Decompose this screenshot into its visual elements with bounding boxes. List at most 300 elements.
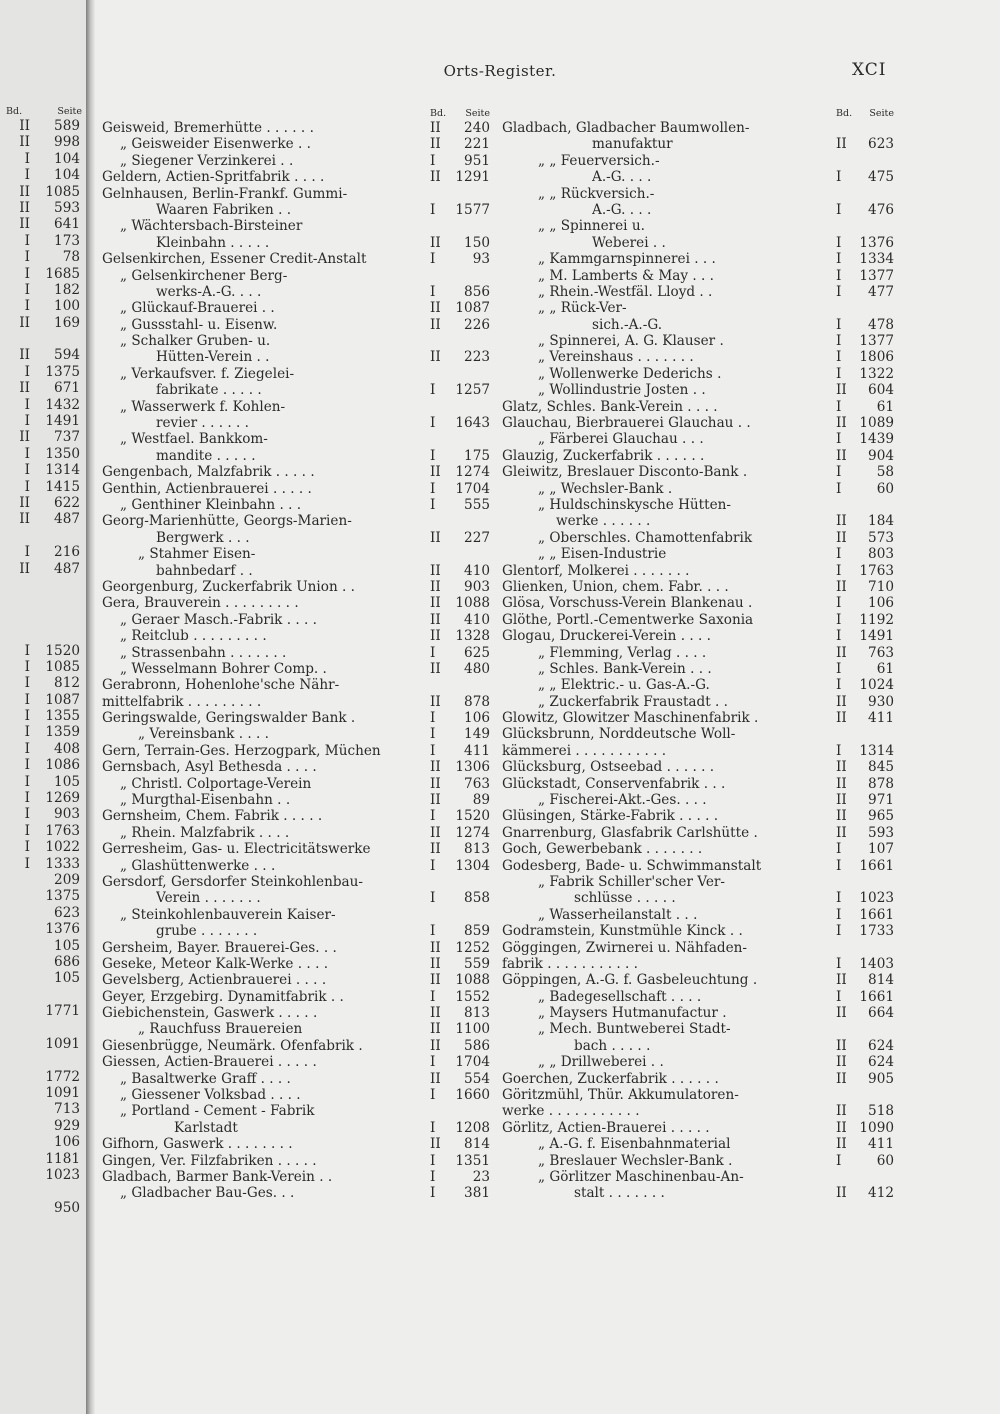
index-entry: [102, 284, 490, 300]
index-entry: [502, 907, 894, 923]
index-entry: [102, 726, 490, 742]
fragment-page: 903: [54, 806, 80, 823]
fragment-line: [0, 397, 84, 413]
fragment-line: [0, 266, 84, 282]
entry-volume: I: [430, 1185, 436, 1202]
fragment-volume: I: [24, 658, 30, 675]
entry-volume: II: [836, 1037, 847, 1054]
entry-text: „ Giessener Volksbad . . . .: [120, 1087, 301, 1104]
fragment-volume: II: [19, 560, 30, 577]
fragment-line: [0, 184, 84, 200]
entry-text: „ Wächtersbach-Birsteiner: [120, 218, 303, 235]
fragment-page: 950: [54, 1199, 80, 1216]
fragment-line: [0, 1052, 84, 1068]
index-entry: [502, 1005, 894, 1021]
entry-page: 480: [464, 660, 490, 677]
entry-page: 1577: [455, 201, 490, 218]
fragment-volume: I: [24, 822, 30, 839]
index-entry: [502, 235, 894, 251]
fragment-line: [0, 806, 84, 822]
entry-text: Godramstein, Kunstmühle Kinck . .: [502, 923, 743, 940]
index-entry: [102, 1087, 490, 1103]
entry-page: 1089: [859, 415, 894, 432]
fragment-line: [0, 774, 84, 790]
entry-text: Godesberg, Bade- u. Schwimmanstalt: [502, 857, 762, 874]
entry-text: „ Fabrik Schiller'scher Ver-: [538, 873, 725, 890]
entry-volume: II: [430, 595, 441, 612]
index-entry: [102, 710, 490, 726]
entry-text: fabrik . . . . . . . . . . .: [502, 955, 638, 972]
entry-text: Gera, Brauverein . . . . . . . . .: [102, 595, 299, 612]
entry-volume: II: [836, 792, 847, 809]
fragment-page: 1091: [45, 1035, 80, 1052]
index-entry: [502, 612, 894, 628]
fragment-line: [0, 151, 84, 167]
entry-page: 859: [464, 923, 490, 940]
entry-page: 1322: [859, 365, 894, 382]
fragment-volume: I: [24, 281, 30, 298]
index-column-left: [102, 104, 490, 1202]
entry-page: 1439: [859, 431, 894, 448]
index-entry: [502, 923, 894, 939]
entry-volume: I: [836, 628, 842, 645]
entry-text: werke . . . . . .: [556, 513, 651, 530]
fragment-line: [0, 249, 84, 265]
index-entry: [502, 743, 894, 759]
entry-page: 1552: [455, 988, 490, 1005]
entry-text: „ Vereinshaus . . . . . . .: [538, 349, 694, 366]
index-entry: [502, 645, 894, 661]
entry-page: 1252: [455, 939, 490, 956]
fragment-line: [0, 659, 84, 675]
entry-text: Görlitz, Actien-Brauerei . . . . .: [502, 1119, 710, 1136]
entry-page: 1377: [859, 333, 894, 350]
entry-volume: II: [836, 1070, 847, 1087]
entry-text: Gingen, Ver. Filzfabriken . . . . .: [102, 1152, 317, 1169]
fragment-line: [0, 511, 84, 527]
fragment-line: [0, 741, 84, 757]
index-entry: [102, 481, 490, 497]
entry-text: Gleiwitz, Breslauer Disconto-Bank .: [502, 464, 748, 481]
fragment-page: 1023: [45, 1167, 80, 1183]
index-entry: [502, 1185, 894, 1201]
fragment-line: [0, 1003, 84, 1019]
fragment-page: 1772: [45, 1068, 80, 1085]
entry-page: 61: [876, 660, 894, 677]
entry-text: „ Geraer Masch.-Fabrik . . . .: [120, 611, 317, 628]
index-entry: [102, 1021, 490, 1037]
entry-volume: II: [836, 759, 847, 776]
entry-text: „ Rhein. Malzfabrik . . . .: [120, 824, 290, 841]
entry-page: 710: [868, 578, 894, 595]
index-entry: [102, 136, 490, 152]
entry-text: „ Gelsenkirchener Berg-: [120, 267, 288, 284]
index-entry: [502, 579, 894, 595]
fragment-page: 1333: [45, 855, 80, 872]
entry-volume: II: [430, 120, 441, 136]
entry-text: „ Huldschinskysche Hütten-: [538, 496, 732, 513]
column-header-bd: Bd.: [836, 108, 853, 119]
entry-text: mandite . . . . .: [156, 447, 256, 464]
entry-text: Gevelsberg, Actienbrauerei . . . .: [102, 972, 327, 989]
entry-volume: I: [430, 710, 436, 727]
fragment-line: [0, 462, 84, 478]
entry-text: „ Verkaufsver. f. Ziegelei-: [120, 365, 295, 382]
entry-volume: I: [430, 1152, 436, 1169]
entry-volume: II: [430, 300, 441, 317]
fragment-line: [0, 970, 84, 986]
entry-text: grube . . . . . . .: [156, 923, 258, 940]
entry-text: Gifhorn, Gaswerk . . . . . . . .: [102, 1136, 293, 1153]
index-entry: [102, 776, 490, 792]
entry-text: Glösa, Vorschuss-Verein Blankenau .: [502, 595, 753, 612]
fragment-page: 216: [54, 544, 80, 561]
entry-volume: I: [836, 923, 842, 940]
entry-text: „ Murgthal-Eisenbahn . .: [120, 792, 291, 809]
entry-volume: I: [430, 480, 436, 497]
fragment-page: 104: [54, 167, 80, 184]
entry-page: 624: [868, 1037, 894, 1054]
entry-page: 763: [464, 775, 490, 792]
column-header: [502, 104, 894, 120]
index-entry: [502, 677, 894, 693]
entry-page: 814: [464, 1136, 490, 1153]
index-entry: [502, 1087, 894, 1103]
entry-text: Geyer, Erzgebirg. Dynamitfabrik . .: [102, 988, 344, 1005]
index-entry: [502, 497, 894, 513]
index-entry: [502, 202, 894, 218]
entry-volume: II: [836, 382, 847, 399]
index-entry: [102, 645, 490, 661]
index-entry: [102, 628, 490, 644]
fragment-line: [0, 708, 84, 724]
index-entry: [502, 464, 894, 480]
entry-page: 149: [464, 726, 490, 743]
entry-text: „ „ Wechsler-Bank .: [538, 480, 673, 497]
entry-text: Geisweid, Bremerhütte . . . . . .: [102, 120, 314, 136]
fragment-line: [0, 429, 84, 445]
fragment-line: [0, 167, 84, 183]
entry-page: 1023: [859, 890, 894, 907]
fragment-page: 713: [54, 1101, 80, 1118]
entry-page: 1661: [859, 988, 894, 1005]
entry-volume: II: [836, 972, 847, 989]
entry-text: Gersheim, Bayer. Brauerei-Ges. . .: [102, 939, 337, 956]
fragment-line: [0, 1134, 84, 1150]
index-entry: [102, 595, 490, 611]
fragment-page: 1415: [45, 478, 80, 495]
entry-page: 856: [464, 283, 490, 300]
fragment-page: 1269: [45, 790, 80, 807]
index-entry: [102, 186, 490, 202]
fragment-volume: I: [24, 675, 30, 692]
fragment-volume: II: [19, 429, 30, 446]
entry-text: „ „ Rückversich.-: [538, 185, 655, 202]
entry-text: „ Vereinsbank . . . .: [138, 726, 269, 743]
entry-text: Gengenbach, Malzfabrik . . . . .: [102, 464, 315, 481]
entry-text: Glüsingen, Stärke-Fabrik . . . . .: [502, 808, 719, 825]
entry-page: 381: [464, 1185, 490, 1202]
fragment-line: [0, 610, 84, 626]
entry-volume: I: [836, 742, 842, 759]
fragment-page: 1432: [45, 396, 80, 413]
entry-page: 410: [464, 562, 490, 579]
entry-volume: II: [836, 136, 847, 153]
entry-volume: II: [430, 628, 441, 645]
entry-volume: I: [836, 234, 842, 251]
index-entry: [502, 595, 894, 611]
entry-text: „ M. Lamberts & May . . .: [538, 267, 715, 284]
index-entry: [502, 415, 894, 431]
entry-text: Gernsheim, Chem. Fabrik . . . . .: [102, 808, 323, 825]
entry-page: 813: [464, 1005, 490, 1022]
index-entry: [102, 349, 490, 365]
index-entry: [502, 874, 894, 890]
index-entry: [502, 972, 894, 988]
entry-volume: I: [430, 742, 436, 759]
entry-page: 593: [868, 824, 894, 841]
entry-page: 1024: [859, 677, 894, 694]
fragment-volume: I: [24, 249, 30, 266]
entry-page: 814: [868, 972, 894, 989]
fragment-page: 589: [54, 118, 80, 134]
index-entry: [102, 268, 490, 284]
entry-volume: II: [836, 1005, 847, 1022]
fragment-page: 1355: [45, 708, 80, 725]
entry-text: Waaren Fabriken . .: [156, 201, 292, 218]
index-entry: [102, 1136, 490, 1152]
index-entry: [102, 1005, 490, 1021]
fragment-page: 78: [62, 249, 80, 266]
entry-volume: II: [836, 1103, 847, 1120]
entry-page: 664: [868, 1005, 894, 1022]
entry-page: 586: [464, 1037, 490, 1054]
fragment-line: [0, 118, 84, 134]
entry-text: manufaktur: [592, 136, 673, 153]
index-entry: [102, 153, 490, 169]
index-entry: [502, 808, 894, 824]
entry-text: stalt . . . . . . .: [574, 1185, 665, 1202]
fragment-line: [0, 1019, 84, 1035]
entry-text: revier . . . . . .: [156, 415, 249, 432]
entry-text: Göritzmühl, Thür. Akkumulatoren-: [502, 1087, 739, 1104]
entry-page: 107: [868, 841, 894, 858]
index-entry: [102, 300, 490, 316]
fragment-page: 408: [54, 740, 80, 757]
index-entry: [502, 333, 894, 349]
entry-volume: I: [836, 480, 842, 497]
entry-page: 221: [464, 136, 490, 153]
fragment-page: 487: [54, 511, 80, 528]
entry-volume: II: [430, 1136, 441, 1153]
entry-text: „ Mech. Buntweberei Stadt-: [538, 1021, 731, 1038]
entry-page: 411: [868, 1136, 894, 1153]
entry-volume: I: [430, 808, 436, 825]
fragment-volume: II: [19, 380, 30, 397]
index-entry: [502, 563, 894, 579]
entry-text: Glowitz, Glowitzer Maschinenfabrik .: [502, 710, 759, 727]
entry-page: 106: [868, 595, 894, 612]
fragment-line: [0, 315, 84, 331]
entry-text: „ Gladbacher Bau-Ges. . .: [120, 1185, 295, 1202]
entry-text: „ Oberschles. Chamottenfabrik: [538, 529, 753, 546]
fragment-page: 1085: [45, 658, 80, 675]
entry-volume: II: [430, 578, 441, 595]
entry-text: „ Portland - Cement - Fabrik: [120, 1103, 315, 1120]
entry-text: bahnbedarf . .: [156, 562, 253, 579]
entry-page: 518: [868, 1103, 894, 1120]
entry-text: A.-G. . . .: [592, 201, 652, 218]
fragment-page: 1520: [45, 642, 80, 659]
entry-text: „ „ Elektric.- u. Gas-A.-G.: [538, 677, 710, 694]
index-entry: [102, 382, 490, 398]
entry-text: „ Färberei Glauchau . . .: [538, 431, 704, 448]
index-entry: [502, 186, 894, 202]
fragment-line: [0, 479, 84, 495]
index-entry: [102, 972, 490, 988]
index-entry: [102, 333, 490, 349]
index-entry: [502, 940, 894, 956]
entry-volume: I: [430, 283, 436, 300]
entry-text: Gladbach, Barmer Bank-Verein . .: [102, 1169, 333, 1185]
entry-volume: I: [430, 447, 436, 464]
fragment-line: [0, 1183, 84, 1199]
index-entry: [102, 1054, 490, 1070]
entry-volume: I: [430, 726, 436, 743]
fragment-volume: II: [19, 347, 30, 364]
entry-volume: II: [430, 1005, 441, 1022]
fragment-volume: I: [24, 806, 30, 823]
entry-volume: I: [836, 562, 842, 579]
entry-text: „ Geisweider Eisenwerke . .: [120, 136, 311, 153]
fragment-page: 105: [54, 773, 80, 790]
entry-volume: II: [430, 660, 441, 677]
fragment-line: [0, 1200, 84, 1216]
fragment-volume: I: [24, 724, 30, 741]
entry-page: 1377: [859, 267, 894, 284]
entry-text: werks-A.-G. . . .: [156, 283, 262, 300]
index-entry: [102, 792, 490, 808]
entry-volume: II: [836, 775, 847, 792]
fragment-page: 105: [54, 970, 80, 987]
index-entry: [102, 120, 490, 136]
fragment-line: [0, 1151, 84, 1167]
fragment-page: 1376: [45, 921, 80, 938]
fragment-volume: II: [19, 314, 30, 331]
entry-text: Kleinbahn . . . . .: [156, 234, 270, 251]
entry-volume: II: [836, 1054, 847, 1071]
fragment-line: [0, 1167, 84, 1183]
fragment-page: 1350: [45, 445, 80, 462]
entry-volume: II: [836, 644, 847, 661]
entry-volume: II: [430, 349, 441, 366]
fragment-line: [0, 298, 84, 314]
entry-volume: II: [430, 824, 441, 841]
fragment-volume: I: [24, 445, 30, 462]
entry-volume: I: [430, 988, 436, 1005]
fragment-page: 593: [54, 199, 80, 216]
book-fold-shadow: [86, 0, 96, 1414]
column-header-bd: Bd.: [430, 108, 447, 119]
fragment-volume: I: [24, 855, 30, 872]
fragment-line: [0, 954, 84, 970]
entry-volume: II: [430, 1037, 441, 1054]
fragment-line: [0, 216, 84, 232]
index-entry: [102, 1103, 490, 1119]
entry-volume: I: [430, 382, 436, 399]
entry-page: 1192: [859, 611, 894, 628]
entry-volume: I: [430, 496, 436, 513]
fragment-page: 1086: [45, 757, 80, 774]
entry-volume: II: [430, 136, 441, 153]
index-entry: [502, 1021, 894, 1037]
fragment-line: [0, 1069, 84, 1085]
entry-page: 624: [868, 1054, 894, 1071]
entry-page: 971: [868, 792, 894, 809]
fragment-page: 1491: [45, 413, 80, 430]
index-entry: [502, 841, 894, 857]
entry-text: „ Schles. Bank-Verein . . .: [538, 660, 712, 677]
index-entry: [502, 956, 894, 972]
entry-text: „ Rauchfuss Brauereien: [138, 1021, 303, 1038]
entry-page: 476: [868, 201, 894, 218]
index-entry: [102, 1038, 490, 1054]
entry-page: 410: [464, 611, 490, 628]
fragment-page: 173: [54, 232, 80, 249]
entry-page: 226: [464, 316, 490, 333]
previous-page-fragment: [0, 102, 84, 1216]
fragment-page: 1763: [45, 822, 80, 839]
fragment-line: [0, 1036, 84, 1052]
entry-page: 58: [876, 464, 894, 481]
fragment-volume: II: [19, 183, 30, 200]
index-entry: [102, 1153, 490, 1169]
entry-text: Weberei . .: [592, 234, 666, 251]
entry-volume: I: [836, 595, 842, 612]
index-entry: [502, 317, 894, 333]
index-entry: [502, 366, 894, 382]
index-entry: [502, 300, 894, 316]
entry-text: Glogau, Druckerei-Verein . . . .: [502, 628, 711, 645]
index-entry: [502, 251, 894, 267]
entry-volume: I: [836, 988, 842, 1005]
entry-page: 478: [868, 316, 894, 333]
index-entry: [502, 448, 894, 464]
fragment-volume: I: [24, 691, 30, 708]
index-entry: [102, 563, 490, 579]
fragment-line: [0, 577, 84, 593]
entry-page: 61: [876, 398, 894, 415]
index-entry: [502, 710, 894, 726]
index-entry: [502, 284, 894, 300]
entry-page: 623: [868, 136, 894, 153]
entry-page: 554: [464, 1070, 490, 1087]
fragment-page: 100: [54, 298, 80, 315]
entry-page: 184: [868, 513, 894, 530]
index-entry: [102, 759, 490, 775]
entry-volume: I: [430, 1169, 436, 1185]
index-entry: [102, 1185, 490, 1201]
fragment-line: [0, 544, 84, 560]
entry-text: Giesenbrügge, Neumärk. Ofenfabrik .: [102, 1037, 363, 1054]
index-entry: [102, 890, 490, 906]
entry-page: 23: [472, 1169, 490, 1185]
index-entry: [102, 841, 490, 857]
fragment-line: [0, 757, 84, 773]
fragment-volume: I: [24, 232, 30, 249]
fragment-page: 106: [54, 1134, 80, 1151]
entry-text: Verein . . . . . . .: [156, 890, 261, 907]
